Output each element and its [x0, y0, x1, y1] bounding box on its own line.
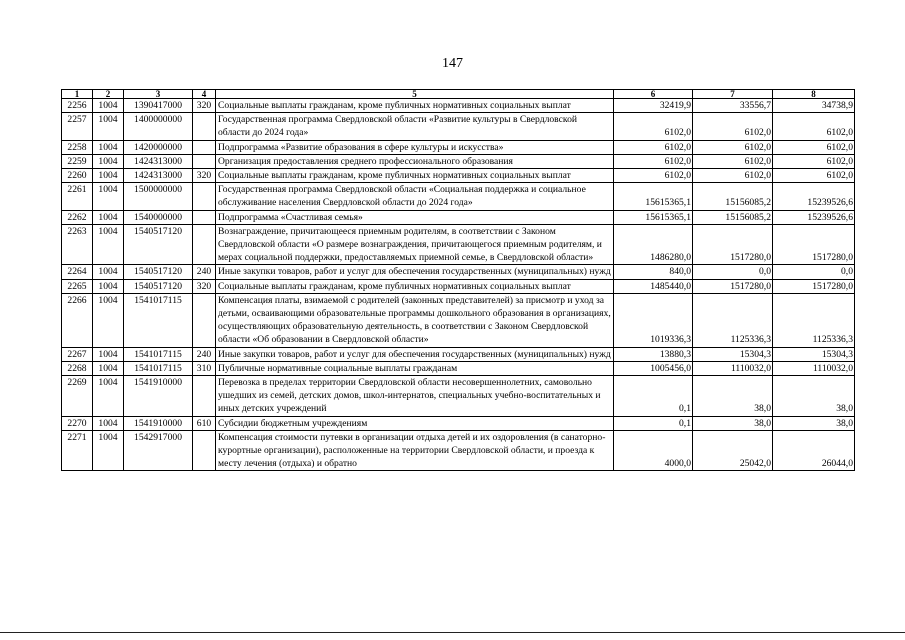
row-number: 2270 [62, 416, 93, 430]
item-name: Подпрограмма «Развитие образования в сфере культуры и искусства» [216, 140, 614, 154]
amount-year-2: 6102,0 [693, 113, 773, 140]
item-name: Организация предоставления среднего профессионального образования [216, 154, 614, 168]
target-article-code: 1542917000 [124, 430, 193, 471]
target-article-code: 1400000000 [124, 113, 193, 140]
amount-year-1: 15615365,1 [614, 210, 693, 224]
table-body [62, 99, 855, 471]
column-header: 6 [614, 90, 693, 99]
table-row [62, 416, 855, 430]
expense-type-code [193, 183, 216, 210]
target-article-code: 1500000000 [124, 183, 193, 210]
section-code: 1004 [93, 416, 124, 430]
table-row [62, 347, 855, 361]
expense-type-code: 240 [193, 265, 216, 279]
section-code: 1004 [93, 430, 124, 471]
item-name: Публичные нормативные социальные выплаты гражданам [216, 361, 614, 375]
expense-type-code [193, 140, 216, 154]
table-row [62, 376, 855, 417]
item-name: Иные закупки товаров, работ и услуг для обеспечения государственных (муниципальных) нужд [216, 347, 614, 361]
expense-type-code [193, 113, 216, 140]
expense-type-code [193, 210, 216, 224]
section-code: 1004 [93, 99, 124, 113]
amount-year-2: 33556,7 [693, 99, 773, 113]
item-name: Вознаграждение, причитающееся приемным родителям, в соответствии с Законом Свердловской области «О размере вознаграждения, причитающегося приемным родителям, и мерах социальной поддержки, предоставляемых приемной семье, в Свердловской области» [216, 224, 614, 265]
target-article-code: 1390417000 [124, 99, 193, 113]
target-article-code: 1420000000 [124, 140, 193, 154]
item-name: Компенсация платы, взимаемой с родителей (законных представителей) за присмотр и уход за детьми, осваивающими образовательные программы дошкольного образования в организациях, осуществляющих образовательную деятельность, в соответствии с Законом Свердловской области «Об образовании в Свердловской области» [216, 293, 614, 347]
section-code: 1004 [93, 113, 124, 140]
target-article-code: 1541910000 [124, 416, 193, 430]
row-number: 2271 [62, 430, 93, 471]
table-row [62, 169, 855, 183]
table-row [62, 293, 855, 347]
section-code: 1004 [93, 140, 124, 154]
amount-year-1: 4000,0 [614, 430, 693, 471]
row-number: 2260 [62, 169, 93, 183]
expense-type-code [193, 224, 216, 265]
amount-year-1: 1486280,0 [614, 224, 693, 265]
amount-year-2: 1517280,0 [693, 279, 773, 293]
target-article-code: 1540000000 [124, 210, 193, 224]
amount-year-2: 15304,3 [693, 347, 773, 361]
amount-year-2: 38,0 [693, 376, 773, 417]
amount-year-3: 26044,0 [773, 430, 855, 471]
amount-year-3: 15304,3 [773, 347, 855, 361]
header-row [62, 90, 855, 99]
expense-type-code [193, 293, 216, 347]
amount-year-1: 6102,0 [614, 113, 693, 140]
amount-year-3: 38,0 [773, 416, 855, 430]
section-code: 1004 [93, 376, 124, 417]
column-header: 2 [93, 90, 124, 99]
amount-year-1: 1485440,0 [614, 279, 693, 293]
section-code: 1004 [93, 154, 124, 168]
amount-year-1: 0,1 [614, 416, 693, 430]
row-number: 2264 [62, 265, 93, 279]
amount-year-3: 1517280,0 [773, 279, 855, 293]
amount-year-1: 0,1 [614, 376, 693, 417]
section-code: 1004 [93, 169, 124, 183]
table-row [62, 154, 855, 168]
amount-year-1: 1005456,0 [614, 361, 693, 375]
table-row [62, 99, 855, 113]
item-name: Иные закупки товаров, работ и услуг для обеспечения государственных (муниципальных) нужд [216, 265, 614, 279]
page-number: 147 [442, 56, 463, 71]
amount-year-3: 0,0 [773, 265, 855, 279]
target-article-code: 1541017115 [124, 347, 193, 361]
expense-type-code: 310 [193, 361, 216, 375]
section-code: 1004 [93, 265, 124, 279]
row-number: 2259 [62, 154, 93, 168]
amount-year-1: 32419,9 [614, 99, 693, 113]
row-number: 2265 [62, 279, 93, 293]
amount-year-1: 840,0 [614, 265, 693, 279]
row-number: 2258 [62, 140, 93, 154]
row-number: 2266 [62, 293, 93, 347]
amount-year-2: 1110032,0 [693, 361, 773, 375]
target-article-code: 1541017115 [124, 293, 193, 347]
amount-year-3: 1125336,3 [773, 293, 855, 347]
amount-year-2: 15156085,2 [693, 183, 773, 210]
item-name: Государственная программа Свердловской области «Социальная поддержка и социальное обслуживание населения Свердловской области до 2024 года» [216, 183, 614, 210]
amount-year-1: 6102,0 [614, 140, 693, 154]
amount-year-3: 34738,9 [773, 99, 855, 113]
section-code: 1004 [93, 210, 124, 224]
column-header: 7 [693, 90, 773, 99]
table-row [62, 183, 855, 210]
budget-table [61, 89, 855, 471]
expense-type-code [193, 376, 216, 417]
amount-year-3: 1517280,0 [773, 224, 855, 265]
amount-year-3: 6102,0 [773, 113, 855, 140]
table-row [62, 265, 855, 279]
section-code: 1004 [93, 224, 124, 265]
target-article-code: 1541910000 [124, 376, 193, 417]
amount-year-3: 6102,0 [773, 140, 855, 154]
amount-year-2: 25042,0 [693, 430, 773, 471]
row-number: 2261 [62, 183, 93, 210]
expense-type-code [193, 430, 216, 471]
page-edge-line [0, 632, 905, 633]
amount-year-3: 6102,0 [773, 154, 855, 168]
amount-year-2: 1125336,3 [693, 293, 773, 347]
expense-type-code: 320 [193, 169, 216, 183]
amount-year-3: 15239526,6 [773, 183, 855, 210]
section-code: 1004 [93, 279, 124, 293]
target-article-code: 1540517120 [124, 224, 193, 265]
row-number: 2256 [62, 99, 93, 113]
section-code: 1004 [93, 183, 124, 210]
row-number: 2269 [62, 376, 93, 417]
amount-year-3: 6102,0 [773, 169, 855, 183]
item-name: Социальные выплаты гражданам, кроме публичных нормативных социальных выплат [216, 99, 614, 113]
amount-year-1: 13880,3 [614, 347, 693, 361]
expense-type-code [193, 154, 216, 168]
section-code: 1004 [93, 361, 124, 375]
item-name: Государственная программа Свердловской области «Развитие культуры в Свердловской области до 2024 года» [216, 113, 614, 140]
expense-type-code: 240 [193, 347, 216, 361]
item-name: Субсидии бюджетным учреждениям [216, 416, 614, 430]
amount-year-2: 38,0 [693, 416, 773, 430]
table-row [62, 430, 855, 471]
section-code: 1004 [93, 293, 124, 347]
target-article-code: 1540517120 [124, 265, 193, 279]
row-number: 2267 [62, 347, 93, 361]
expense-type-code: 320 [193, 279, 216, 293]
amount-year-1: 1019336,3 [614, 293, 693, 347]
table-row [62, 113, 855, 140]
column-header: 4 [193, 90, 216, 99]
row-number: 2263 [62, 224, 93, 265]
amount-year-2: 6102,0 [693, 154, 773, 168]
item-name: Перевозка в пределах территории Свердловской области несовершеннолетних, самовольно ушедших из семей, детских домов, школ-интернатов, специальных учебно-воспитательных и иных детских учреждений [216, 376, 614, 417]
item-name: Подпрограмма «Счастливая семья» [216, 210, 614, 224]
column-header: 5 [216, 90, 614, 99]
row-number: 2268 [62, 361, 93, 375]
amount-year-3: 15239526,6 [773, 210, 855, 224]
amount-year-3: 38,0 [773, 376, 855, 417]
amount-year-1: 15615365,1 [614, 183, 693, 210]
amount-year-1: 6102,0 [614, 169, 693, 183]
column-header: 8 [773, 90, 855, 99]
table-row [62, 279, 855, 293]
item-name: Социальные выплаты гражданам, кроме публичных нормативных социальных выплат [216, 169, 614, 183]
row-number: 2262 [62, 210, 93, 224]
amount-year-1: 6102,0 [614, 154, 693, 168]
table-row [62, 140, 855, 154]
table-row [62, 361, 855, 375]
column-header: 1 [62, 90, 93, 99]
target-article-code: 1540517120 [124, 279, 193, 293]
amount-year-2: 1517280,0 [693, 224, 773, 265]
amount-year-3: 1110032,0 [773, 361, 855, 375]
amount-year-2: 15156085,2 [693, 210, 773, 224]
table-row [62, 224, 855, 265]
item-name: Компенсация стоимости путевки в организации отдыха детей и их оздоровления (в санаторно-курортные организации), расположенные на территории Свердловской области, и проезда к месту лечения (отдыха) и обратно [216, 430, 614, 471]
row-number: 2257 [62, 113, 93, 140]
expense-type-code: 610 [193, 416, 216, 430]
budget-table-container [61, 89, 854, 471]
amount-year-2: 6102,0 [693, 140, 773, 154]
expense-type-code: 320 [193, 99, 216, 113]
amount-year-2: 0,0 [693, 265, 773, 279]
column-header: 3 [124, 90, 193, 99]
target-article-code: 1541017115 [124, 361, 193, 375]
section-code: 1004 [93, 347, 124, 361]
table-row [62, 210, 855, 224]
target-article-code: 1424313000 [124, 169, 193, 183]
item-name: Социальные выплаты гражданам, кроме публичных нормативных социальных выплат [216, 279, 614, 293]
target-article-code: 1424313000 [124, 154, 193, 168]
amount-year-2: 6102,0 [693, 169, 773, 183]
